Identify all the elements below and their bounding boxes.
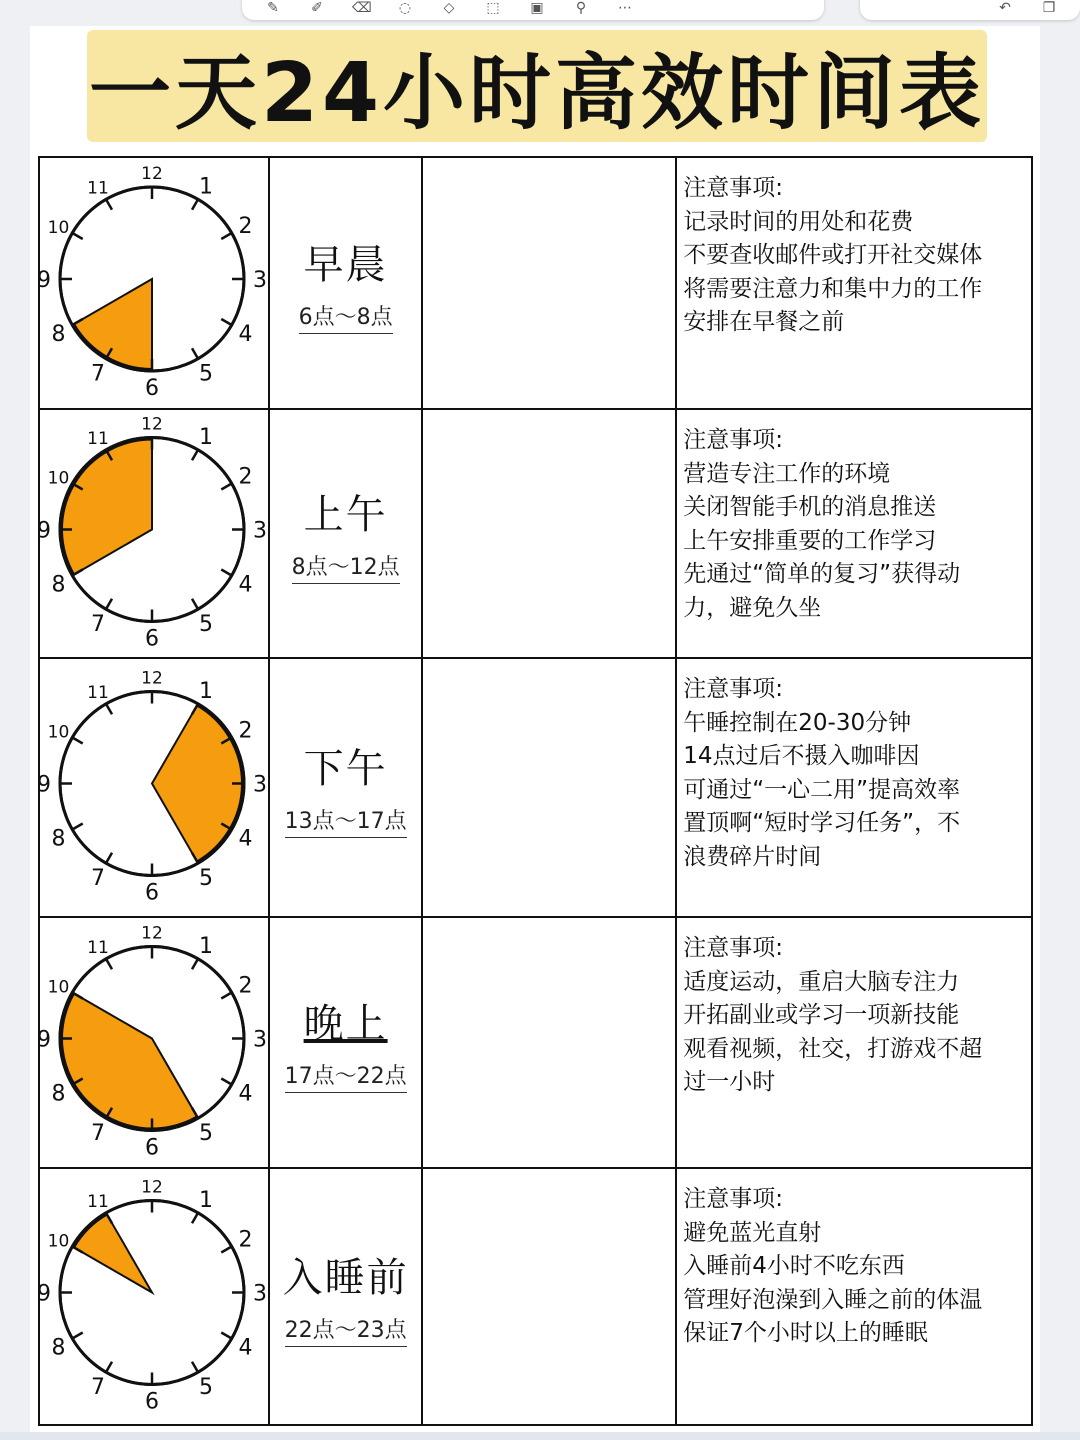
period-name: 下午: [303, 746, 388, 792]
period-name: 上午: [303, 492, 388, 538]
period-name: 晚上: [303, 1001, 388, 1047]
note-line: 将需要注意力和集中力的工作: [683, 275, 983, 302]
pen-icon[interactable]: ✎: [267, 0, 279, 16]
clock-number: 11: [87, 428, 109, 449]
lasso-icon[interactable]: ◌: [398, 0, 412, 16]
period-range: 13点～17点: [285, 804, 407, 838]
clock-number: 2: [238, 214, 253, 239]
clock-number: 3: [253, 1281, 267, 1307]
clock-number: 2: [238, 973, 253, 999]
pages-icon[interactable]: ❐: [1042, 0, 1056, 16]
clock-number: 7: [91, 612, 105, 638]
clock-bedtime: [37, 1169, 270, 1424]
blank-cell: [422, 917, 677, 1168]
clock-cell: [39, 1168, 269, 1425]
clock-morning: [37, 158, 270, 408]
clock-forenoon: [37, 410, 270, 657]
clock-number: 6: [145, 1389, 159, 1415]
clock-number: 1: [199, 174, 213, 200]
selection-icon[interactable]: ⬚: [486, 0, 500, 16]
clock-number: 8: [51, 322, 66, 347]
notes-heading: 注意事项:: [683, 935, 783, 961]
clock-number: 6: [145, 626, 159, 652]
period-row-forenoon: [39, 409, 1032, 658]
clock-number: 10: [47, 977, 70, 998]
notes-heading: 注意事项:: [683, 1186, 783, 1212]
clock-number: 4: [238, 1081, 253, 1107]
period-row-afternoon: [39, 658, 1032, 917]
period-range: 17点～22点: [285, 1059, 407, 1093]
period-label-cell: [269, 409, 421, 658]
period-row-evening: [39, 917, 1032, 1168]
clock-cell: [39, 409, 269, 658]
clock-number: 12: [141, 164, 163, 184]
clock-number: 10: [47, 218, 70, 238]
blank-cell: [422, 409, 677, 658]
period-label-cell: [269, 1168, 421, 1425]
note-line: 营造专注工作的环境: [683, 460, 891, 487]
notes-cell: [676, 409, 1032, 658]
note-line: 安排在早餐之前: [683, 309, 845, 335]
pin-icon[interactable]: ⚲: [575, 0, 587, 16]
period-range: 22点～23点: [285, 1313, 407, 1347]
period-label-cell: [269, 658, 421, 917]
title-banner: [87, 30, 987, 142]
period-label-cell: [269, 157, 421, 409]
clock-number: 5: [199, 1121, 213, 1147]
clock-number: 7: [91, 1121, 105, 1147]
clock-number: 11: [87, 682, 109, 703]
clock-number: 12: [141, 1177, 163, 1198]
notes-heading: 注意事项:: [683, 175, 783, 201]
blank-cell: [422, 658, 677, 917]
clock-number: 8: [51, 1335, 66, 1361]
clock-number: 6: [145, 376, 159, 401]
clock-number: 10: [47, 1231, 70, 1252]
drawing-toolbar: [242, 0, 824, 20]
shapes-icon[interactable]: ◇: [443, 0, 455, 16]
note-line: 开拓副业或学习一项新技能: [683, 1002, 960, 1028]
clock-number: 3: [253, 1027, 267, 1053]
clock-number: 8: [51, 826, 66, 852]
note-line: 浪费碎片时间: [683, 843, 822, 870]
clock-number: 5: [199, 1375, 213, 1401]
clock-number: 7: [91, 361, 105, 387]
clock-number: 5: [199, 612, 213, 638]
clock-number: 7: [91, 866, 105, 892]
period-name: 早晨: [303, 241, 388, 288]
clock-number: 2: [238, 464, 253, 490]
clock-evening: [37, 918, 270, 1167]
clock-number: 5: [199, 866, 213, 892]
clock-number: 1: [199, 1187, 213, 1213]
period-range: 6点～8点: [299, 300, 393, 334]
note-line: 管理好泡澡到入睡之前的体温: [683, 1286, 983, 1313]
period-row-bedtime: [39, 1168, 1032, 1425]
eraser-icon[interactable]: ⌫: [352, 0, 372, 16]
note-line: 观看视频，社交，打游戏不超: [683, 1035, 983, 1062]
clock-cell: [39, 917, 269, 1168]
bottom-edge: [0, 1432, 1080, 1440]
note-line: 记录时间的用处和花费: [683, 208, 914, 235]
note-line: 14点过后不摄入咖啡因: [683, 743, 920, 769]
left-margin: [0, 26, 30, 1440]
clock-number: 6: [145, 1135, 159, 1161]
clock-number: 8: [51, 1081, 66, 1107]
clock-number: 3: [253, 772, 267, 798]
clock-number: 9: [37, 1027, 51, 1053]
undo-icon[interactable]: ↶: [999, 0, 1011, 16]
highlighter-icon[interactable]: ✐: [311, 0, 323, 16]
clock-number: 1: [199, 678, 213, 704]
right-toolbar: [860, 0, 1080, 20]
note-line: 过一小时: [683, 1069, 776, 1095]
clock-number: 8: [51, 572, 66, 598]
clock-number: 9: [37, 1281, 51, 1307]
clock-number: 2: [238, 718, 253, 744]
period-name: 入睡前: [282, 1255, 409, 1301]
notes-heading: 注意事项:: [683, 427, 783, 453]
more-icon[interactable]: ⋯: [618, 0, 632, 16]
right-margin: [1040, 26, 1080, 1440]
clock-number: 10: [47, 722, 70, 743]
note-line: 关闭智能手机的消息推送: [683, 494, 937, 520]
note-line: 不要查收邮件或打开社交媒体: [683, 242, 983, 268]
clock-number: 11: [87, 937, 109, 958]
clock-number: 4: [238, 322, 253, 347]
clock-number: 1: [199, 933, 213, 959]
clock-number: 9: [37, 772, 51, 798]
clock-cell: [39, 157, 269, 409]
clock-cell: [39, 658, 269, 917]
period-row-morning: [39, 157, 1032, 409]
note-line: 适度运动，重启大脑专注力: [683, 968, 960, 995]
clock-number: 1: [199, 424, 213, 450]
note-line: 先通过“简单的复习”获得动: [683, 561, 961, 587]
clock-number: 11: [87, 1191, 109, 1212]
note-line: 午睡控制在20-30分钟: [683, 709, 912, 736]
clock-number: 4: [238, 826, 253, 852]
note-line: 力，避免久坐: [683, 594, 822, 621]
clock-number: 11: [87, 178, 109, 199]
clock-number: 7: [91, 1375, 105, 1401]
blank-cell: [422, 157, 677, 409]
notes-cell: [676, 157, 1032, 409]
period-label-cell: [269, 917, 421, 1168]
page-title: 一天24小时高效时间表: [88, 45, 986, 141]
clock-number: 4: [238, 1335, 253, 1361]
clock-number: 2: [238, 1227, 253, 1253]
clock-number: 12: [141, 668, 163, 689]
clock-number: 9: [37, 268, 51, 293]
clock-number: 3: [253, 268, 267, 293]
period-range: 8点～12点: [292, 550, 400, 584]
note-line: 保证7个小时以上的睡眠: [683, 1320, 928, 1346]
clock-number: 12: [141, 414, 163, 435]
image-icon[interactable]: ▣: [530, 0, 544, 16]
clock-afternoon: [37, 659, 270, 916]
schedule-table: [38, 156, 1033, 1426]
note-line: 置顶啊“短时学习任务”，不: [683, 810, 961, 836]
notes-cell: [676, 658, 1032, 917]
note-line: 入睡前4小时不吃东西: [683, 1253, 905, 1279]
note-line: 上午安排重要的工作学习: [683, 527, 937, 554]
note-line: 避免蓝光直射: [683, 1219, 822, 1246]
clock-number: 5: [199, 361, 213, 387]
clock-number: 3: [253, 518, 267, 544]
notes-cell: [676, 917, 1032, 1168]
clock-number: 12: [141, 923, 163, 944]
clock-number: 4: [238, 572, 253, 598]
notes-heading: 注意事项:: [683, 676, 783, 702]
app-top-bar: [0, 0, 1080, 26]
clock-number: 10: [47, 468, 70, 489]
clock-number: 9: [37, 518, 51, 544]
clock-number: 6: [145, 880, 159, 906]
note-line: 可通过“一心二用”提高效率: [683, 776, 961, 803]
blank-cell: [422, 1168, 677, 1425]
notes-cell: [676, 1168, 1032, 1425]
